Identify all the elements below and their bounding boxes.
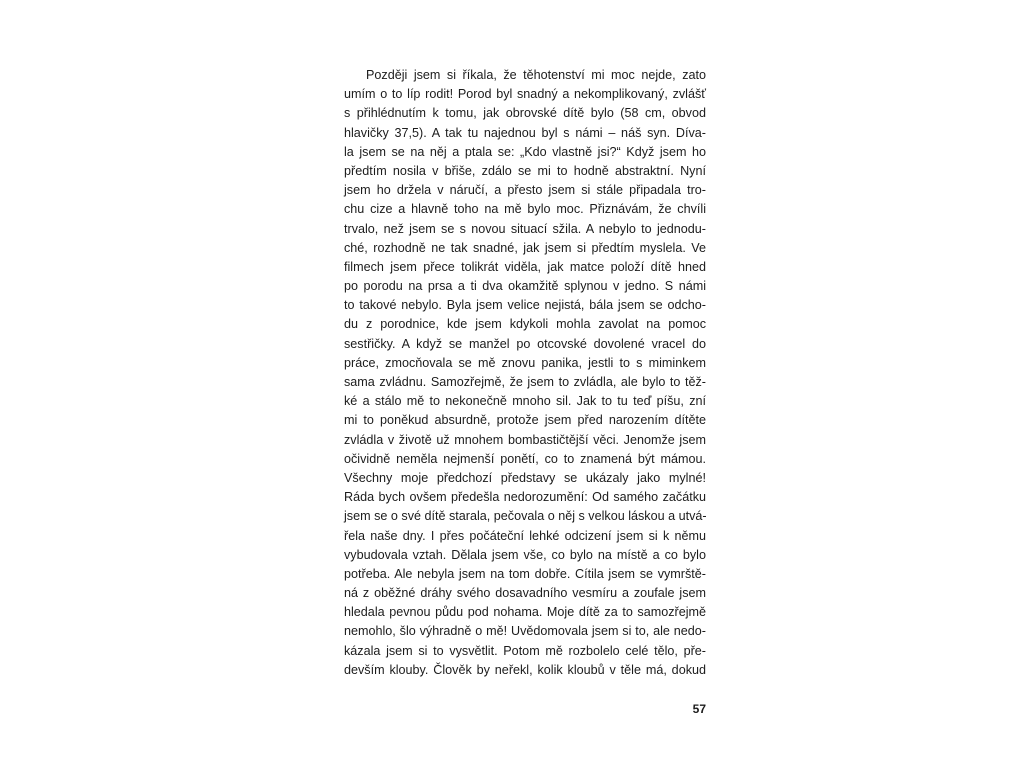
text-line: potřeba. Ale nebyla jsem na tom dobře. Cítila jsem se vymrště- bbox=[344, 566, 706, 581]
text-line: devším klouby. Člověk by neřekl, kolik kloubů v těle má, dokud bbox=[344, 662, 706, 677]
text-line: la jsem se na něj a ptala se: „Kdo vlastně jsi?“ Když jsem ho bbox=[344, 144, 706, 159]
text-line: chu cize a hlavně toho na mě bylo moc. Přiznávám, že chvíli bbox=[344, 202, 706, 217]
page-number: 57 bbox=[692, 702, 706, 716]
text-line: to takové nebylo. Byla jsem velice nejistá, bála jsem se odcho- bbox=[344, 298, 706, 313]
text-line: mi to poněkud absurdně, protože jsem před narozením dítěte bbox=[344, 413, 706, 428]
text-line: sestřičky. A když se manžel po otcovské dovolené vracel do bbox=[344, 336, 706, 351]
text-line: sama zvládnu. Samozřejmě, že jsem to zvládla, ale bylo to těž- bbox=[344, 375, 706, 389]
text-line: umím o to líp rodit! Porod byl snadný a nekomplikovaný, zvlášť bbox=[344, 87, 706, 102]
text-line: zvládla v životě už mnohem bombastičtější věci. Jenomže jsem bbox=[344, 432, 706, 447]
text-line: Ráda bych ovšem předešla nedorozumění: Od samého začátku bbox=[344, 490, 706, 505]
text-line: du z porodnice, kde jsem kdykoli mohla zavolat na pomoc bbox=[344, 317, 706, 332]
text-line: trvalo, než jsem se s novou situací sžila. A nebylo to jednodu- bbox=[344, 221, 706, 236]
text-line: očividně neměla nejmenší ponětí, co to znamená být mámou. bbox=[344, 451, 706, 466]
text-line: předtím nosila v břiše, zdálo se mi to hodně abstraktní. Nyní bbox=[344, 163, 706, 178]
text-line: vybudovala vztah. Dělala jsem vše, co bylo na místě a co bylo bbox=[344, 547, 706, 562]
text-line: kázala jsem si to vysvětlit. Potom mě rozbolelo celé tělo, pře- bbox=[344, 643, 706, 658]
text-line: hledala pevnou půdu pod nohama. Moje dítě za to samozřejmě bbox=[344, 605, 706, 620]
text-line: hlavičky 37,5). A tak tu najednou byl s námi – náš syn. Díva- bbox=[344, 125, 706, 140]
text-line: nemohlo, šlo výhradně o mě! Uvědomovala jsem si to, ale nedo- bbox=[344, 624, 706, 639]
text-line: jsem ho držela v náručí, a přesto jsem si stále připadala tro- bbox=[344, 183, 706, 198]
text-line: ná z oběžné dráhy svého dosavadního vesmíru a zoufale jsem bbox=[344, 586, 706, 601]
text-line: po porodu na prsa a ti dva okamžitě splynou v jedno. S námi bbox=[344, 279, 706, 294]
text-line: ché, rozhodně ne tak snadné, jak jsem si předtím myslela. Ve bbox=[344, 240, 706, 255]
text-line: ké a stálo mě to nekonečně mnoho sil. Jak to tu teď píšu, zní bbox=[344, 394, 706, 409]
text-line: Všechny moje předchozí představy se ukázaly jako mylné! bbox=[344, 470, 706, 485]
text-line: s přihlédnutím k tomu, jak obrovské dítě bylo (58 cm, obvod bbox=[344, 106, 706, 121]
text-line: řela naše dny. I přes počáteční lehké odcizení jsem si k němu bbox=[344, 528, 706, 543]
text-line: práce, zmocňovala se mě znovu panika, jestli to s miminkem bbox=[344, 355, 706, 370]
text-line: filmech jsem přece tolikrát viděla, jak matce položí dítě hned bbox=[344, 259, 706, 274]
body-text bbox=[344, 66, 706, 680]
text-line: jsem se o své dítě starala, pečovala o něj s velkou láskou a utvá- bbox=[344, 509, 707, 524]
text-line: Později jsem si říkala, že těhotenství mi moc nejde, zato bbox=[366, 68, 706, 82]
